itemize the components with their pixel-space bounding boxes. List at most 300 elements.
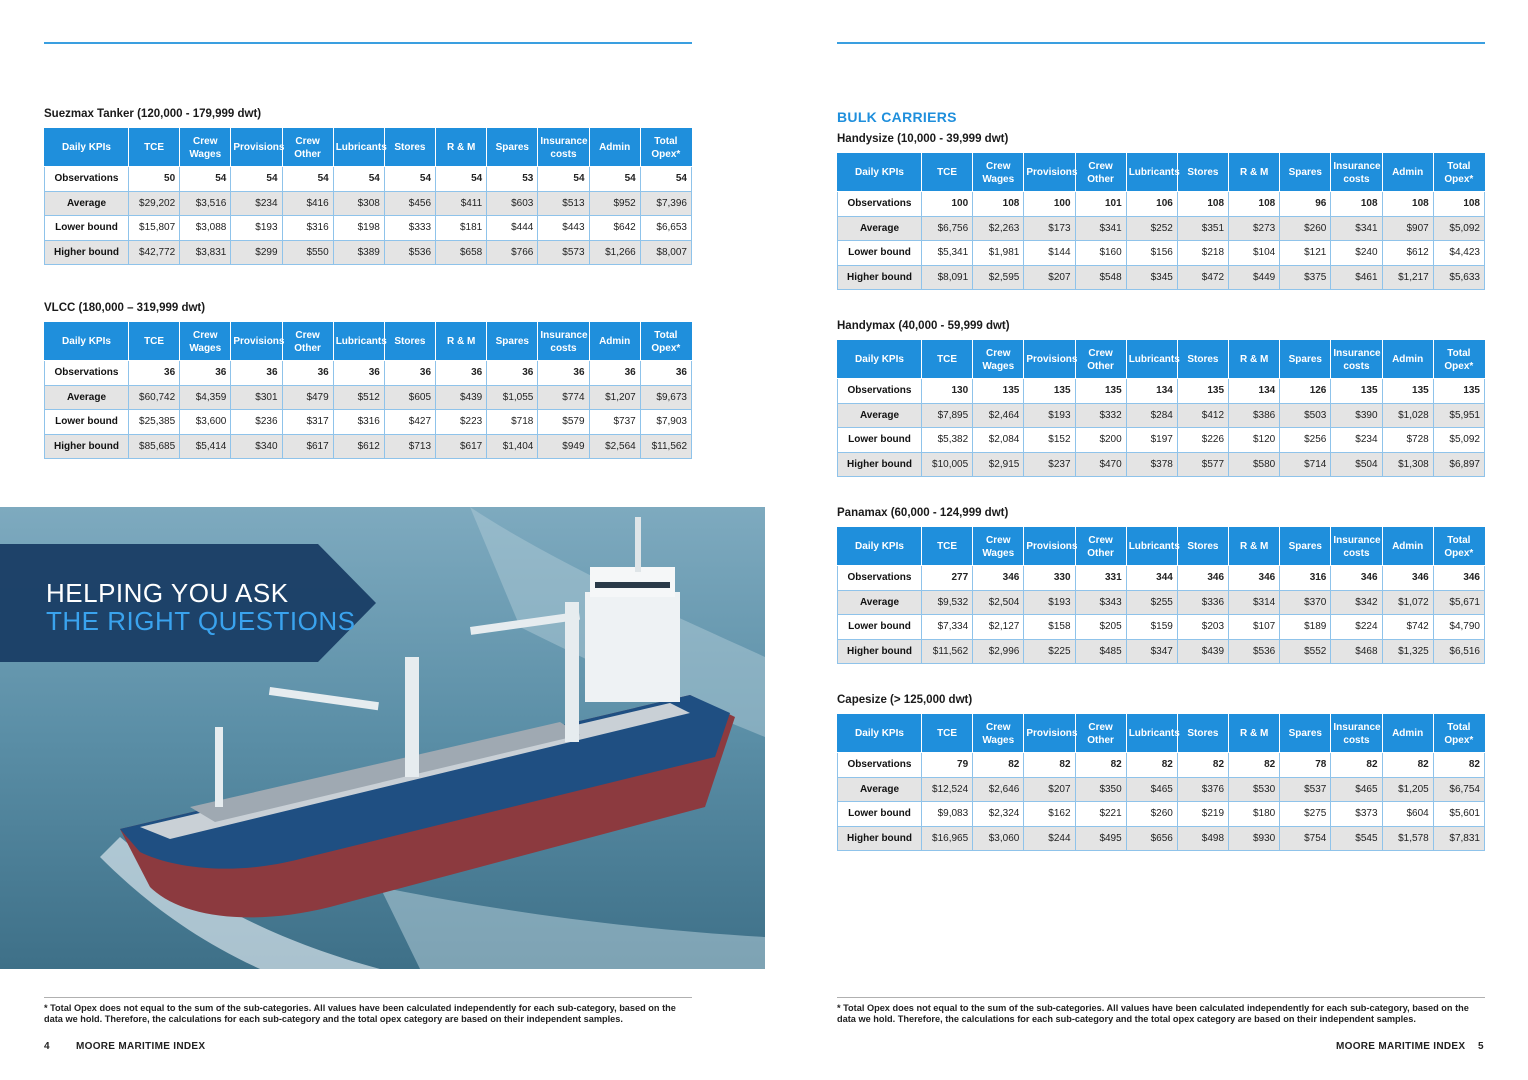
table-cell: $2,464 xyxy=(973,403,1024,428)
table-cell: $3,831 xyxy=(180,240,231,265)
table-cell: $218 xyxy=(1177,241,1228,266)
table-cell: 108 xyxy=(1433,192,1484,217)
column-header: Total Opex* xyxy=(640,323,691,361)
table-cell: $5,633 xyxy=(1433,265,1484,290)
table-cell: $495 xyxy=(1075,826,1126,851)
column-header: Crew Wages xyxy=(973,341,1024,379)
table-cell: $223 xyxy=(436,410,487,435)
column-header: R & M xyxy=(436,129,487,167)
table-cell: $255 xyxy=(1126,590,1177,615)
table-cell: $5,671 xyxy=(1433,590,1484,615)
table-cell: $299 xyxy=(231,240,282,265)
table-cell: $468 xyxy=(1331,639,1382,664)
table-cell: $260 xyxy=(1280,216,1331,241)
table-cell: $5,341 xyxy=(922,241,973,266)
table-cell: 36 xyxy=(180,361,231,386)
table-cell: 346 xyxy=(1177,566,1228,591)
table-cell: 101 xyxy=(1075,192,1126,217)
column-header: R & M xyxy=(1229,154,1280,192)
table-cell: $658 xyxy=(436,240,487,265)
table-cell: $226 xyxy=(1177,428,1228,453)
table-cell: $504 xyxy=(1331,452,1382,477)
header-row xyxy=(838,528,1485,566)
table-cell: $341 xyxy=(1075,216,1126,241)
header-row xyxy=(45,129,692,167)
column-header: Crew Other xyxy=(1075,341,1126,379)
table-cell: $548 xyxy=(1075,265,1126,290)
table-cell: $316 xyxy=(282,216,333,241)
row-label: Higher bound xyxy=(45,240,129,265)
table-cell: 82 xyxy=(973,753,1024,778)
table-cell: $2,324 xyxy=(973,802,1024,827)
table-cell: $85,685 xyxy=(129,434,180,459)
column-header: Crew Other xyxy=(1075,528,1126,566)
row-label: Lower bound xyxy=(45,410,129,435)
footnote-rule-left xyxy=(44,997,692,998)
column-header: Stores xyxy=(384,323,435,361)
table-cell: $375 xyxy=(1280,265,1331,290)
table-row xyxy=(838,192,1485,217)
table-cell: 36 xyxy=(436,361,487,386)
row-label: Observations xyxy=(45,361,129,386)
table-cell: $152 xyxy=(1024,428,1075,453)
table-cell: $573 xyxy=(538,240,589,265)
table-cell: $550 xyxy=(282,240,333,265)
column-header: Insurance costs xyxy=(538,323,589,361)
table-cell: $443 xyxy=(538,216,589,241)
brand-left: MOORE MARITIME INDEX xyxy=(76,1041,206,1052)
table-cell: $2,127 xyxy=(973,615,1024,640)
table-cell: $545 xyxy=(1331,826,1382,851)
table-row xyxy=(45,216,692,241)
table-cell: $159 xyxy=(1126,615,1177,640)
table-cell: $221 xyxy=(1075,802,1126,827)
table-cell: 78 xyxy=(1280,753,1331,778)
table-cell: $260 xyxy=(1126,802,1177,827)
table-cell: $577 xyxy=(1177,452,1228,477)
table-cell: 36 xyxy=(129,361,180,386)
table-title-capesize: Capesize (> 125,000 dwt) xyxy=(837,694,973,706)
table-cell: 331 xyxy=(1075,566,1126,591)
column-header: TCE xyxy=(922,154,973,192)
footnote-right: * Total Opex does not equal to the sum of the sub-categories. All values have been calculated independently for each sub-category, based on the data we hold. Therefore, the calculations for each sub-category and the total opex category are based on their independent samples. xyxy=(837,1003,1469,1024)
table-cell: $252 xyxy=(1126,216,1177,241)
table-title-vlcc: VLCC (180,000 – 319,999 dwt) xyxy=(44,302,206,314)
table-cell: 82 xyxy=(1075,753,1126,778)
table-cell: 36 xyxy=(282,361,333,386)
page-number-left: 4 xyxy=(44,1041,50,1052)
kpi-table-vlcc xyxy=(44,322,692,459)
table-cell: $207 xyxy=(1024,777,1075,802)
table-cell: $427 xyxy=(384,410,435,435)
row-label: Average xyxy=(838,590,922,615)
table-cell: 134 xyxy=(1229,379,1280,404)
column-header: Total Opex* xyxy=(1433,341,1484,379)
table-row xyxy=(838,639,1485,664)
table-cell: 36 xyxy=(589,361,640,386)
column-header: R & M xyxy=(1229,715,1280,753)
table-cell: $350 xyxy=(1075,777,1126,802)
table-cell: $1,207 xyxy=(589,385,640,410)
table-cell: $386 xyxy=(1229,403,1280,428)
page-number-right: 5 xyxy=(1478,1041,1484,1052)
row-label: Average xyxy=(45,191,129,216)
table-cell: 130 xyxy=(922,379,973,404)
table-cell: $370 xyxy=(1280,590,1331,615)
table-cell: $144 xyxy=(1024,241,1075,266)
column-header: Insurance costs xyxy=(1331,154,1382,192)
table-cell: 54 xyxy=(589,167,640,192)
table-cell: $3,060 xyxy=(973,826,1024,851)
table-cell: $347 xyxy=(1126,639,1177,664)
column-header: Spares xyxy=(487,323,538,361)
column-header: Insurance costs xyxy=(1331,528,1382,566)
table-cell: 344 xyxy=(1126,566,1177,591)
table-cell: $642 xyxy=(589,216,640,241)
column-header: Provisions xyxy=(1024,528,1075,566)
table-cell: $336 xyxy=(1177,590,1228,615)
column-header: Total Opex* xyxy=(640,129,691,167)
table-cell: 316 xyxy=(1280,566,1331,591)
column-header: Total Opex* xyxy=(1433,528,1484,566)
table-row xyxy=(838,379,1485,404)
table-cell: $236 xyxy=(231,410,282,435)
table-cell: $416 xyxy=(282,191,333,216)
column-header: Crew Wages xyxy=(180,323,231,361)
table-row xyxy=(45,191,692,216)
column-header: Stores xyxy=(1177,341,1228,379)
column-header: Daily KPIs xyxy=(838,341,922,379)
table-cell: $351 xyxy=(1177,216,1228,241)
column-header: Spares xyxy=(1280,154,1331,192)
table-cell: 108 xyxy=(1382,192,1433,217)
table-cell: $1,404 xyxy=(487,434,538,459)
column-header: TCE xyxy=(129,129,180,167)
table-cell: $1,981 xyxy=(973,241,1024,266)
column-header: Provisions xyxy=(231,129,282,167)
column-header: Stores xyxy=(384,129,435,167)
table-cell: 36 xyxy=(333,361,384,386)
table-cell: $930 xyxy=(1229,826,1280,851)
table-cell: $6,516 xyxy=(1433,639,1484,664)
table-cell: 54 xyxy=(538,167,589,192)
row-label: Higher bound xyxy=(838,452,922,477)
column-header: Lubricants xyxy=(1126,528,1177,566)
table-cell: $444 xyxy=(487,216,538,241)
table-title-handysize: Handysize (10,000 - 39,999 dwt) xyxy=(837,133,1009,145)
column-header: TCE xyxy=(922,341,973,379)
column-header: Spares xyxy=(1280,341,1331,379)
column-header: Stores xyxy=(1177,528,1228,566)
table-cell: $4,423 xyxy=(1433,241,1484,266)
table-cell: $2,504 xyxy=(973,590,1024,615)
table-cell: $308 xyxy=(333,191,384,216)
table-cell: $766 xyxy=(487,240,538,265)
table-row xyxy=(838,777,1485,802)
table-cell: $180 xyxy=(1229,802,1280,827)
table-cell: $6,653 xyxy=(640,216,691,241)
table-row xyxy=(838,428,1485,453)
table-cell: $530 xyxy=(1229,777,1280,802)
table-cell: $234 xyxy=(231,191,282,216)
table-cell: $1,055 xyxy=(487,385,538,410)
table-cell: 82 xyxy=(1177,753,1228,778)
table-cell: $6,754 xyxy=(1433,777,1484,802)
table-cell: $949 xyxy=(538,434,589,459)
table-cell: $537 xyxy=(1280,777,1331,802)
table-cell: $256 xyxy=(1280,428,1331,453)
table-cell: $5,601 xyxy=(1433,802,1484,827)
table-cell: $1,578 xyxy=(1382,826,1433,851)
column-header: Total Opex* xyxy=(1433,154,1484,192)
column-header: R & M xyxy=(1229,341,1280,379)
table-cell: $224 xyxy=(1331,615,1382,640)
table-cell: 36 xyxy=(640,361,691,386)
kpi-table-handysize xyxy=(837,153,1485,290)
column-header: R & M xyxy=(1229,528,1280,566)
column-header: Daily KPIs xyxy=(838,154,922,192)
table-cell: 54 xyxy=(640,167,691,192)
row-label: Observations xyxy=(838,566,922,591)
table-cell: 100 xyxy=(1024,192,1075,217)
column-header: Crew Wages xyxy=(973,154,1024,192)
table-cell: 108 xyxy=(1229,192,1280,217)
row-label: Average xyxy=(45,385,129,410)
column-header: Spares xyxy=(1280,715,1331,753)
table-cell: $5,414 xyxy=(180,434,231,459)
table-cell: 54 xyxy=(231,167,282,192)
table-cell: $461 xyxy=(1331,265,1382,290)
table-cell: $60,742 xyxy=(129,385,180,410)
table-cell: 135 xyxy=(1177,379,1228,404)
row-label: Lower bound xyxy=(838,241,922,266)
table-cell: 96 xyxy=(1280,192,1331,217)
table-cell: $7,396 xyxy=(640,191,691,216)
table-cell: $16,965 xyxy=(922,826,973,851)
table-cell: $1,217 xyxy=(1382,265,1433,290)
table-cell: $12,524 xyxy=(922,777,973,802)
table-cell: $411 xyxy=(436,191,487,216)
table-cell: $156 xyxy=(1126,241,1177,266)
table-cell: 54 xyxy=(333,167,384,192)
column-header: Admin xyxy=(1382,528,1433,566)
row-label: Higher bound xyxy=(838,639,922,664)
table-row xyxy=(838,615,1485,640)
header-row xyxy=(838,154,1485,192)
table-cell: $104 xyxy=(1229,241,1280,266)
table-cell: $8,007 xyxy=(640,240,691,265)
table-cell: $390 xyxy=(1331,403,1382,428)
table-cell: $2,915 xyxy=(973,452,1024,477)
table-cell: $552 xyxy=(1280,639,1331,664)
table-cell: $5,382 xyxy=(922,428,973,453)
row-label: Lower bound xyxy=(838,428,922,453)
table-cell: 135 xyxy=(1433,379,1484,404)
table-cell: $7,831 xyxy=(1433,826,1484,851)
table-cell: $465 xyxy=(1331,777,1382,802)
table-cell: 54 xyxy=(384,167,435,192)
table-cell: $275 xyxy=(1280,802,1331,827)
table-cell: $333 xyxy=(384,216,435,241)
table-cell: $737 xyxy=(589,410,640,435)
table-cell: 36 xyxy=(384,361,435,386)
table-cell: $617 xyxy=(282,434,333,459)
table-cell: $485 xyxy=(1075,639,1126,664)
table-cell: $332 xyxy=(1075,403,1126,428)
table-row xyxy=(838,826,1485,851)
table-cell: 346 xyxy=(1229,566,1280,591)
row-label: Average xyxy=(838,403,922,428)
footnote-left: * Total Opex does not equal to the sum of the sub-categories. All values have been calculated independently for each sub-category, based on the data we hold. Therefore, the calculations for each sub-category and the total opex category are based on their independent samples. xyxy=(44,1003,676,1024)
table-cell: $5,092 xyxy=(1433,216,1484,241)
table-cell: 277 xyxy=(922,566,973,591)
column-header: Crew Wages xyxy=(180,129,231,167)
table-cell: $9,083 xyxy=(922,802,973,827)
table-cell: 54 xyxy=(180,167,231,192)
table-cell: $5,092 xyxy=(1433,428,1484,453)
table-cell: $173 xyxy=(1024,216,1075,241)
table-cell: 108 xyxy=(1331,192,1382,217)
footnote-rule-right xyxy=(837,997,1485,998)
table-cell: $193 xyxy=(231,216,282,241)
row-label: Average xyxy=(838,216,922,241)
table-cell: $378 xyxy=(1126,452,1177,477)
column-header: Provisions xyxy=(231,323,282,361)
row-label: Observations xyxy=(838,192,922,217)
top-rule-left xyxy=(44,42,692,44)
table-cell: $207 xyxy=(1024,265,1075,290)
table-cell: 135 xyxy=(1382,379,1433,404)
table-cell: $6,897 xyxy=(1433,452,1484,477)
table-cell: $513 xyxy=(538,191,589,216)
table-cell: $316 xyxy=(333,410,384,435)
table-cell: $10,005 xyxy=(922,452,973,477)
row-label: Higher bound xyxy=(838,265,922,290)
table-cell: $2,084 xyxy=(973,428,1024,453)
table-row xyxy=(838,216,1485,241)
table-cell: $42,772 xyxy=(129,240,180,265)
table-cell: $9,673 xyxy=(640,385,691,410)
table-cell: $2,564 xyxy=(589,434,640,459)
column-header: Admin xyxy=(589,129,640,167)
table-cell: $714 xyxy=(1280,452,1331,477)
header-row xyxy=(45,323,692,361)
table-cell: $412 xyxy=(1177,403,1228,428)
table-cell: $107 xyxy=(1229,615,1280,640)
row-label: Average xyxy=(838,777,922,802)
table-cell: $29,202 xyxy=(129,191,180,216)
table-cell: 346 xyxy=(1382,566,1433,591)
column-header: Spares xyxy=(487,129,538,167)
table-cell: 135 xyxy=(1024,379,1075,404)
table-cell: $456 xyxy=(384,191,435,216)
table-cell: $656 xyxy=(1126,826,1177,851)
column-header: Insurance costs xyxy=(1331,341,1382,379)
table-cell: $160 xyxy=(1075,241,1126,266)
table-cell: $754 xyxy=(1280,826,1331,851)
column-header: Crew Other xyxy=(1075,715,1126,753)
kpi-table-suezmax xyxy=(44,128,692,265)
table-cell: $6,756 xyxy=(922,216,973,241)
row-label: Higher bound xyxy=(45,434,129,459)
column-header: Crew Other xyxy=(282,129,333,167)
table-cell: 82 xyxy=(1126,753,1177,778)
table-row xyxy=(838,802,1485,827)
table-cell: $612 xyxy=(1382,241,1433,266)
column-header: Total Opex* xyxy=(1433,715,1484,753)
table-cell: $1,266 xyxy=(589,240,640,265)
table-cell: 36 xyxy=(231,361,282,386)
kpi-table-handymax xyxy=(837,340,1485,477)
table-cell: $342 xyxy=(1331,590,1382,615)
table-cell: $376 xyxy=(1177,777,1228,802)
table-row xyxy=(45,434,692,459)
table-cell: $121 xyxy=(1280,241,1331,266)
table-cell: $1,325 xyxy=(1382,639,1433,664)
table-cell: $219 xyxy=(1177,802,1228,827)
table-cell: $237 xyxy=(1024,452,1075,477)
table-cell: $479 xyxy=(282,385,333,410)
table-cell: $2,646 xyxy=(973,777,1024,802)
table-row xyxy=(45,361,692,386)
table-cell: $503 xyxy=(1280,403,1331,428)
table-cell: $470 xyxy=(1075,452,1126,477)
column-header: Lubricants xyxy=(1126,154,1177,192)
table-cell: 36 xyxy=(538,361,589,386)
table-row xyxy=(45,385,692,410)
table-cell: $2,263 xyxy=(973,216,1024,241)
table-cell: $3,516 xyxy=(180,191,231,216)
table-cell: $5,951 xyxy=(1433,403,1484,428)
table-cell: $240 xyxy=(1331,241,1382,266)
table-row xyxy=(838,241,1485,266)
column-header: Crew Other xyxy=(282,323,333,361)
table-cell: $2,996 xyxy=(973,639,1024,664)
table-cell: $580 xyxy=(1229,452,1280,477)
table-cell: $439 xyxy=(436,385,487,410)
column-header: Spares xyxy=(1280,528,1331,566)
column-header: Lubricants xyxy=(333,129,384,167)
table-cell: 54 xyxy=(282,167,333,192)
table-cell: $604 xyxy=(1382,802,1433,827)
table-cell: 106 xyxy=(1126,192,1177,217)
table-cell: 330 xyxy=(1024,566,1075,591)
table-cell: $713 xyxy=(384,434,435,459)
table-row xyxy=(45,410,692,435)
table-row xyxy=(838,753,1485,778)
table-cell: 82 xyxy=(1229,753,1280,778)
table-cell: $373 xyxy=(1331,802,1382,827)
table-cell: 82 xyxy=(1331,753,1382,778)
header-row xyxy=(838,341,1485,379)
column-header: Daily KPIs xyxy=(838,528,922,566)
table-cell: 108 xyxy=(973,192,1024,217)
table-cell: $8,091 xyxy=(922,265,973,290)
table-row xyxy=(45,240,692,265)
table-cell: $15,807 xyxy=(129,216,180,241)
table-cell: $343 xyxy=(1075,590,1126,615)
table-row xyxy=(838,265,1485,290)
table-cell: $612 xyxy=(333,434,384,459)
table-cell: $203 xyxy=(1177,615,1228,640)
table-cell: $7,334 xyxy=(922,615,973,640)
column-header: Crew Wages xyxy=(973,528,1024,566)
banner-headline-line2: THE RIGHT QUESTIONS xyxy=(46,606,356,636)
table-cell: $9,532 xyxy=(922,590,973,615)
column-header: TCE xyxy=(922,528,973,566)
table-cell: $273 xyxy=(1229,216,1280,241)
table-cell: 53 xyxy=(487,167,538,192)
